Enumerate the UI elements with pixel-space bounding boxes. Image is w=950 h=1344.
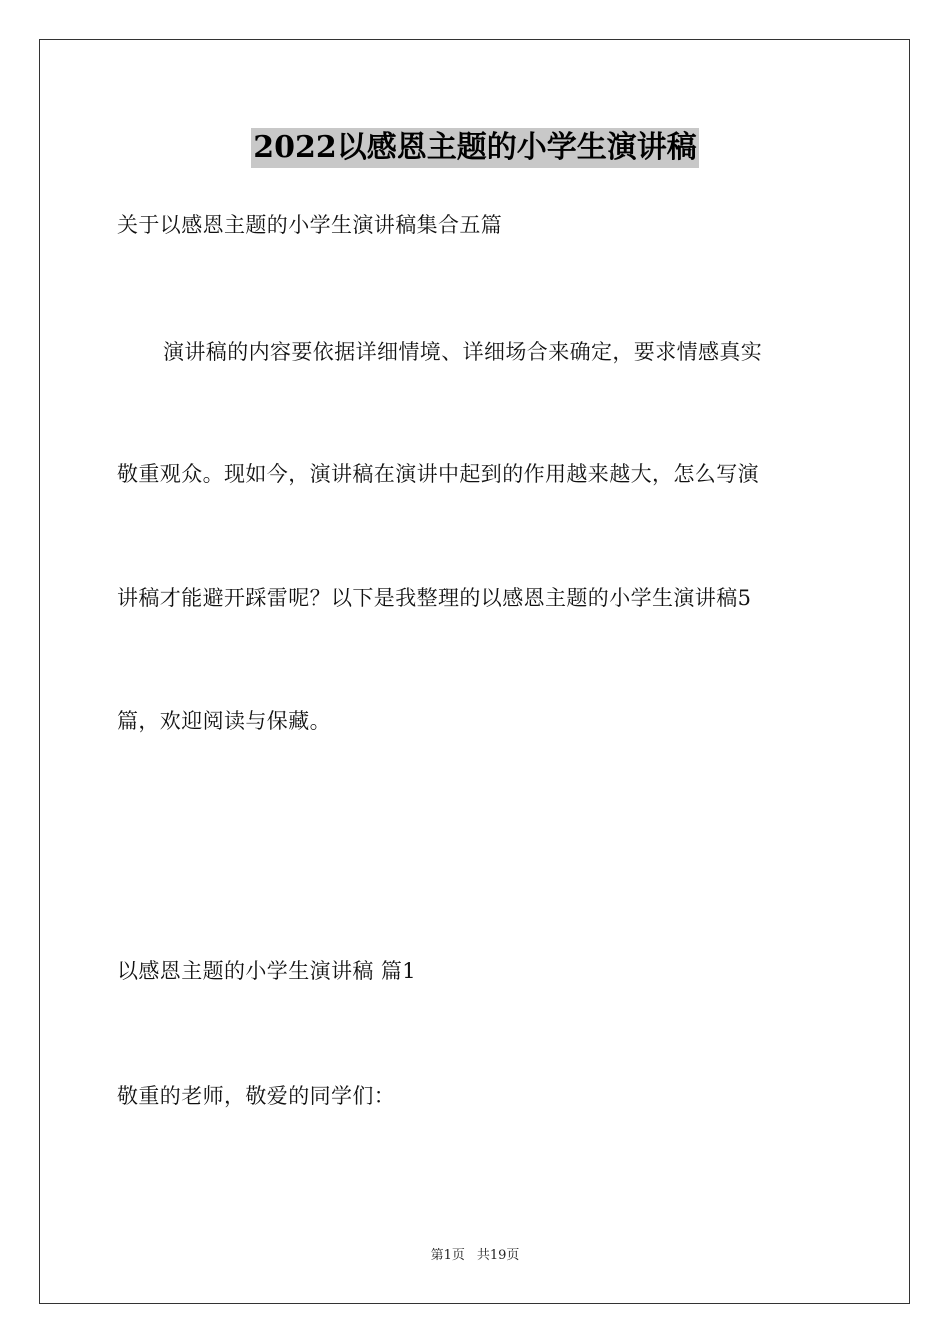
page-total: 共19页	[476, 1248, 520, 1263]
section-heading: 以感恩主题的小学生演讲稿 篇1	[117, 959, 417, 983]
title-container	[0, 128, 950, 168]
intro-line-2: 敬重观众。现如今，演讲稿在演讲中起到的作用越来越大，怎么写演	[117, 462, 759, 486]
page-number: 第1页	[430, 1248, 465, 1263]
document-subtitle: 关于以感恩主题的小学生演讲稿集合五篇	[117, 213, 503, 237]
intro-line-1: 演讲稿的内容要依据详细情境、详细场合来确定，要求情感真实	[163, 340, 763, 364]
intro-line-3: 讲稿才能避开踩雷呢？以下是我整理的以感恩主题的小学生演讲稿5	[117, 586, 752, 610]
page-footer	[0, 1247, 950, 1265]
intro-line-4: 篇，欢迎阅读与保藏。	[117, 709, 331, 733]
greeting-line: 敬重的老师，敬爱的同学们：	[117, 1084, 396, 1108]
document-title: 2022以感恩主题的小学生演讲稿	[251, 128, 699, 168]
